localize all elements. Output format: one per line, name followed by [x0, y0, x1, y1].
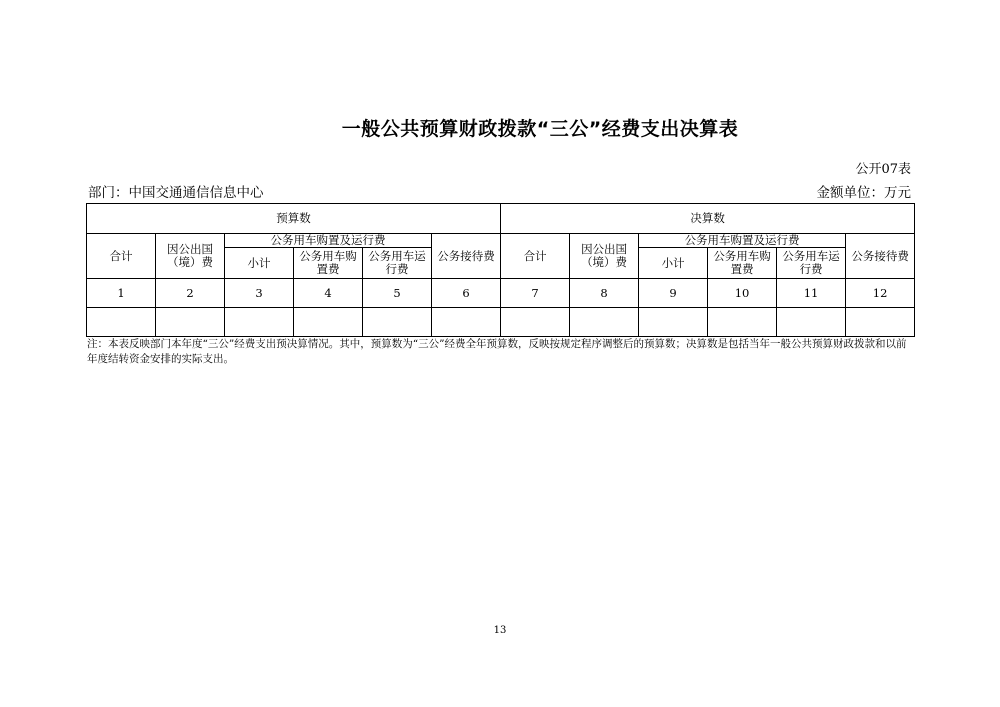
final-operation-header: 公务用车运行费	[777, 248, 846, 279]
final-reception-header: 公务接待费	[846, 234, 915, 279]
table-header-row	[87, 234, 915, 248]
column-number: 5	[363, 279, 432, 308]
final-group-header: 决算数	[501, 204, 915, 234]
budget-group-header: 预算数	[87, 204, 501, 234]
column-number: 10	[708, 279, 777, 308]
budget-total-header: 合计	[87, 234, 156, 279]
column-number: 9	[639, 279, 708, 308]
column-number: 4	[294, 279, 363, 308]
table-group-header-row	[87, 204, 915, 234]
column-number: 12	[846, 279, 915, 308]
budget-subtotal-header: 小计	[225, 248, 294, 279]
final-abroad-header: 因公出国（境）费	[570, 234, 639, 279]
final-vehicle-group-header: 公务用车购置及运行费	[639, 234, 846, 248]
table-note: 注：本表反映部门本年度“三公”经费支出预决算情况。其中，预算数为“三公”经费全年预算数，反映按规定程序调整后的预算数；决算数是包括当年一般公共预算财政拨款和以前年度结转资金安排的实际支出。	[87, 338, 907, 365]
department-label: 部门：中国交通通信信息中心	[88, 185, 264, 201]
final-purchase-header: 公务用车购置费	[708, 248, 777, 279]
budget-reception-header: 公务接待费	[432, 234, 501, 279]
final-subtotal-header: 小计	[639, 248, 708, 279]
budget-purchase-header: 公务用车购置费	[294, 248, 363, 279]
column-number: 11	[777, 279, 846, 308]
table-row	[87, 308, 915, 337]
budget-vehicle-group-header: 公务用车购置及运行费	[225, 234, 432, 248]
table-cell	[156, 308, 225, 337]
table-cell	[570, 308, 639, 337]
column-number: 3	[225, 279, 294, 308]
table-cell	[87, 308, 156, 337]
page-title: 一般公共预算财政拨款“三公”经费支出决算表	[341, 118, 739, 140]
form-code: 公开07表	[855, 162, 911, 177]
table-cell	[708, 308, 777, 337]
page-number: 13	[493, 625, 507, 636]
table-cell	[294, 308, 363, 337]
table-cell	[225, 308, 294, 337]
column-number: 7	[501, 279, 570, 308]
column-number: 8	[570, 279, 639, 308]
final-total-header: 合计	[501, 234, 570, 279]
table-cell	[846, 308, 915, 337]
budget-abroad-header: 因公出国（境）费	[156, 234, 225, 279]
unit-label: 金额单位：万元	[816, 185, 911, 201]
table-cell	[639, 308, 708, 337]
table-cell	[501, 308, 570, 337]
column-number: 1	[87, 279, 156, 308]
table-cell	[777, 308, 846, 337]
table-cell	[363, 308, 432, 337]
column-number-row	[87, 279, 915, 308]
column-number: 2	[156, 279, 225, 308]
expense-table	[86, 203, 915, 337]
table-cell	[432, 308, 501, 337]
budget-operation-header: 公务用车运行费	[363, 248, 432, 279]
column-number: 6	[432, 279, 501, 308]
